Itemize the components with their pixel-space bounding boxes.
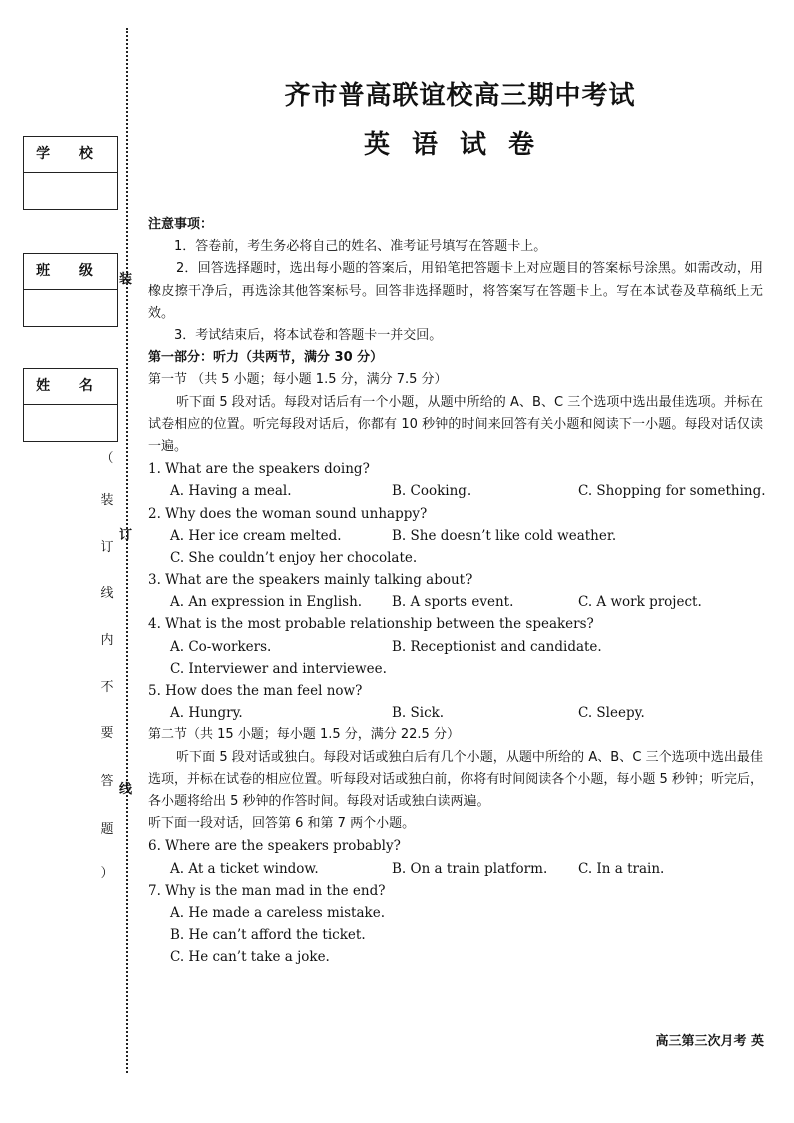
question-stem: 2. Why does the woman sound unhappy? — [148, 505, 428, 522]
question-options — [148, 858, 763, 880]
name-box — [23, 368, 118, 442]
section1-instructions: 听下面 5 段对话。每段对话后有一个小题，从题中所给的 A、B、C 三个选项中选出最佳选项。并标在试卷相应的位置。听完每段对话后，你都有 10 秒钟的时间来回答有关小题和阅读下一小题。每段对话仅读一遍。 — [148, 394, 763, 454]
school-label: 学 校 — [24, 137, 117, 173]
option-c: C. Shopping for something. — [578, 483, 766, 500]
binding-mark-xian: 线 — [119, 782, 133, 797]
notice-char: 题 — [100, 822, 114, 837]
notes-heading: 注意事项： — [148, 217, 214, 232]
notice-char: 不 — [100, 680, 114, 695]
option-b: B. A sports event. — [392, 594, 514, 611]
option-a: A. Having a meal. — [170, 483, 292, 500]
option-a: A. He made a careless mistake. — [170, 904, 385, 921]
school-field[interactable] — [24, 173, 117, 209]
option-a: A. Her ice cream melted. — [170, 527, 342, 544]
option-b: B. He can’t afford the ticket. — [170, 927, 366, 944]
question-options — [148, 702, 763, 724]
notice-char: 线 — [100, 586, 114, 601]
question-stem: 3. What are the speakers mainly talking about? — [148, 572, 473, 589]
section2-heading: 第二节（共 15 小题；每小题 1.5 分，满分 22.5 分） — [148, 727, 460, 743]
option-b: B. She doesn’t like cold weather. — [392, 527, 617, 544]
binding-cut-line — [126, 28, 128, 1073]
option-c: C. Interviewer and interviewee. — [170, 660, 387, 677]
notice-char: ） — [100, 866, 114, 881]
question-options — [148, 636, 763, 658]
exam-subtitle: 英语试卷 — [363, 130, 556, 160]
question-options — [148, 525, 763, 547]
notice-char: 内 — [100, 633, 114, 648]
exam-content — [148, 214, 766, 969]
option-a: A. An expression in English. — [170, 594, 363, 611]
option-a: A. Co-workers. — [170, 638, 272, 655]
notice-char: （ — [100, 451, 114, 466]
class-box — [23, 253, 118, 327]
option-b: B. Receptionist and candidate. — [392, 638, 602, 655]
binding-mark-ding: 订 — [119, 528, 133, 543]
option-a: A. At a ticket window. — [170, 860, 319, 877]
section2-instructions: 听下面 5 段对话或独白。每段对话或独白后有几个小题，从题中所给的 A、B、C 三个选项中选出最佳选项，并标在试卷的相应位置。听每段对话或独白前，你将有时间阅读各个小题，每小题 5 秒钟；听完后，各小题将给出 5 秒钟的作答时间。每段对话或独白读两遍。 — [148, 749, 763, 809]
option-c: C. He can’t take a joke. — [170, 949, 330, 966]
class-label: 班 级 — [24, 254, 117, 290]
option-b: B. Sick. — [392, 705, 445, 722]
notice-char: 要 — [100, 726, 114, 741]
section2-lead: 听下面一段对话，回答第 6 和第 7 两个小题。 — [148, 816, 416, 832]
option-a: A. Hungry. — [170, 705, 243, 722]
question-stem: 1. What are the speakers doing? — [148, 461, 370, 478]
note-item-1: 1．答卷前，考生务必将自己的姓名、准考证号填写在答题卡上。 — [174, 239, 547, 255]
option-c: C. She couldn’t enjoy her chocolate. — [170, 549, 418, 566]
notice-char: 答 — [100, 774, 114, 789]
notice-char: 装 — [100, 493, 114, 508]
question-stem: 5. How does the man feel now? — [148, 683, 363, 700]
name-label: 姓 名 — [24, 369, 117, 405]
note-item-2: 2．回答选择题时，选出每小题的答案后，用铅笔把答题卡上对应题目的答案标号涂黑。如需改动，用橡皮擦干净后，再选涂其他答案标号。回答非选择题时，将答案写在答题卡上。写在本试卷及草稿纸上无效。 — [148, 261, 763, 321]
option-c: C. A work project. — [578, 594, 702, 611]
part1-heading: 第一部分：听力（共两节，满分 30 分） — [148, 350, 384, 366]
question-options — [148, 591, 763, 613]
class-field[interactable] — [24, 290, 117, 326]
section1-heading: 第一节 （共 5 小题；每小题 1.5 分，满分 7.5 分） — [148, 372, 448, 388]
binding-mark-zhuang: 装 — [119, 272, 133, 287]
question-options — [148, 480, 766, 502]
notice-char: 订 — [100, 540, 114, 555]
question-stem: 7. Why is the man mad in the end? — [148, 882, 386, 899]
question-stem: 4. What is the most probable relationship between the speakers? — [148, 616, 594, 633]
option-c: C. In a train. — [578, 860, 665, 877]
option-c: C. Sleepy. — [578, 705, 645, 722]
question-stem: 6. Where are the speakers probably? — [148, 838, 401, 855]
school-box — [23, 136, 118, 210]
note-item-3: 3．考试结束后，将本试卷和答题卡一并交回。 — [174, 327, 443, 343]
exam-title: 齐市普高联谊校高三期中考试 — [284, 81, 636, 111]
page-footer: 高三第三次月考 英 — [655, 1034, 764, 1049]
name-field[interactable] — [24, 405, 117, 441]
option-b: B. On a train platform. — [392, 860, 548, 877]
option-b: B. Cooking. — [392, 483, 472, 500]
